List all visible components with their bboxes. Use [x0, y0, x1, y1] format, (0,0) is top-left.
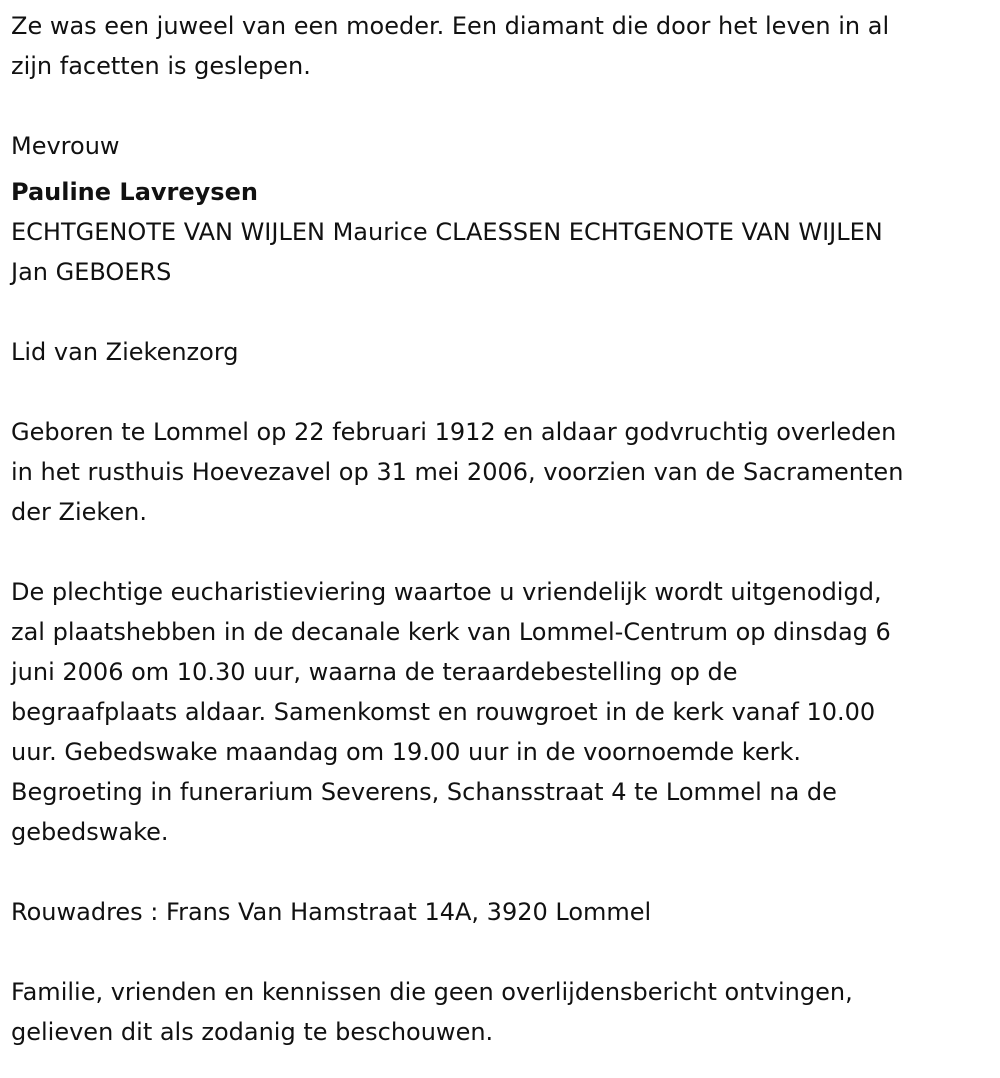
closing-paragraph [11, 972, 991, 1052]
ceremony-line: juni 2006 om 10.30 uur, waarna de teraardebestelling op de [11, 658, 738, 686]
birth-death-line: der Zieken. [11, 498, 148, 526]
deceased-name [11, 172, 991, 212]
birth-death-line: Geboren te Lommel op 22 februari 1912 en aldaar godvruchtig overleden [11, 418, 897, 446]
salutation [11, 126, 991, 166]
birth-death-line: in het rusthuis Hoevezavel op 31 mei 2006, voorzien van de Sacramenten [11, 458, 904, 486]
intro-line: zijn facetten is geslepen. [11, 52, 311, 80]
membership [11, 332, 991, 372]
deceased-name-text: Pauline Lavreysen [11, 178, 258, 206]
paragraph-gap [11, 372, 991, 412]
ceremony-paragraph [11, 572, 991, 852]
paragraph-gap [11, 932, 991, 972]
address [11, 892, 991, 932]
intro-line: Ze was een juweel van een moeder. Een diamant die door het leven in al [11, 12, 890, 40]
paragraph-gap [11, 292, 991, 332]
membership-text: Lid van Ziekenzorg [11, 338, 239, 366]
salutation-text: Mevrouw [11, 132, 120, 160]
ceremony-line: zal plaatshebben in de decanale kerk van Lommel-Centrum op dinsdag 6 [11, 618, 891, 646]
intro-paragraph [11, 6, 991, 86]
spouses-line: Jan GEBOERS [11, 258, 172, 286]
spouses-line: ECHTGENOTE VAN WIJLEN Maurice CLAESSEN ECHTGENOTE VAN WIJLEN [11, 218, 883, 246]
paragraph-gap [11, 86, 991, 126]
ceremony-line: begraafplaats aldaar. Samenkomst en rouwgroet in de kerk vanaf 10.00 [11, 698, 876, 726]
paragraph-gap [11, 852, 991, 892]
spouses-paragraph [11, 212, 991, 292]
birth-death-paragraph [11, 412, 991, 532]
ceremony-line: gebedswake. [11, 818, 169, 846]
ceremony-line: uur. Gebedswake maandag om 19.00 uur in de voornoemde kerk. [11, 738, 801, 766]
paragraph-gap [11, 532, 991, 572]
obituary-text [11, 6, 991, 1052]
ceremony-line: Begroeting in funerarium Severens, Schansstraat 4 te Lommel na de [11, 778, 837, 806]
closing-line: gelieven dit als zodanig te beschouwen. [11, 1018, 494, 1046]
ceremony-line: De plechtige eucharistieviering waartoe u vriendelijk wordt uitgenodigd, [11, 578, 882, 606]
address-text: Rouwadres : Frans Van Hamstraat 14A, 3920 Lommel [11, 898, 652, 926]
closing-line: Familie, vrienden en kennissen die geen overlijdensbericht ontvingen, [11, 978, 853, 1006]
